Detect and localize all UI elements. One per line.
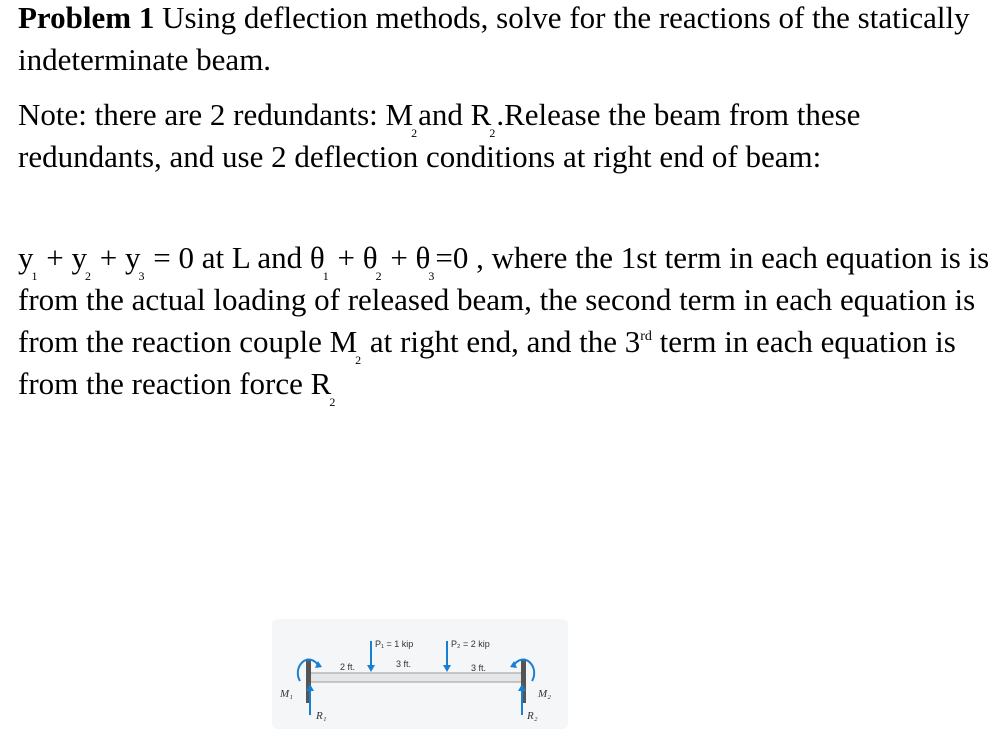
eq-rd-sup: rd <box>640 329 652 344</box>
note-text-3: .Release the beam from these redundants, and use 2 deflection conditions at right end of beam: <box>18 97 861 174</box>
beam-diagram <box>272 619 568 729</box>
eq-explanation: =0 , where the 1st term in each equation is is from the actual loading of released beam, the second term in each equation is from the reaction couple M <box>18 240 990 359</box>
eq-y: y <box>18 240 34 275</box>
problem-text: Using deflection methods, solve for the reactions of the statically indeterminate beam. <box>18 0 970 77</box>
note-sub-a: 2 <box>411 126 418 140</box>
eq-theta-sub-2: 2 <box>375 269 382 283</box>
moment-label-m1: M₁ <box>280 688 293 700</box>
eq-theta-sub-1: 1 <box>322 269 329 283</box>
eq-plus-4: + θ <box>382 240 431 275</box>
note-text-1: Note: there are 2 redundants: M <box>18 97 414 132</box>
eq-plus-3: + θ <box>329 240 378 275</box>
eq-y-sub-1: 1 <box>31 269 38 283</box>
note-sub-b: 2 <box>489 126 496 140</box>
moment-label-m2: M₂ <box>538 688 551 700</box>
load-label-p1: P₁ = 1 kip <box>375 639 414 649</box>
reaction-label-r2: R₂ <box>527 710 538 722</box>
dimension-label-3: 3 ft. <box>471 663 487 673</box>
load-label-p2: P₂ = 2 kip <box>451 639 490 649</box>
eq-y-sub-3: 3 <box>138 269 145 283</box>
eq-tail-text: term in each equation is from the reaction force R <box>18 324 956 401</box>
equation-paragraph <box>18 237 998 409</box>
problem-label: Problem 1 <box>18 0 155 35</box>
eq-theta-sub-3: 3 <box>428 269 435 283</box>
eq-plus-2: + y <box>91 240 141 275</box>
eq-m-sub: 2 <box>355 353 362 367</box>
note-paragraph <box>18 94 998 178</box>
eq-plus-1: + y <box>38 240 87 275</box>
eq-mid-text: at right end, and the 3 <box>362 324 641 359</box>
problem-statement <box>18 0 998 81</box>
eq-r-sub: 2 <box>329 395 336 409</box>
eq-y-sub-2: 2 <box>84 269 91 283</box>
reaction-label-r1: R₁ <box>316 710 327 722</box>
eq-zero-text: = 0 at L and θ <box>145 240 325 275</box>
dimension-label-1: 2 ft. <box>340 662 356 672</box>
beam <box>310 673 522 682</box>
dimension-label-2: 3 ft. <box>396 659 412 669</box>
note-text-2: and R <box>418 97 492 132</box>
